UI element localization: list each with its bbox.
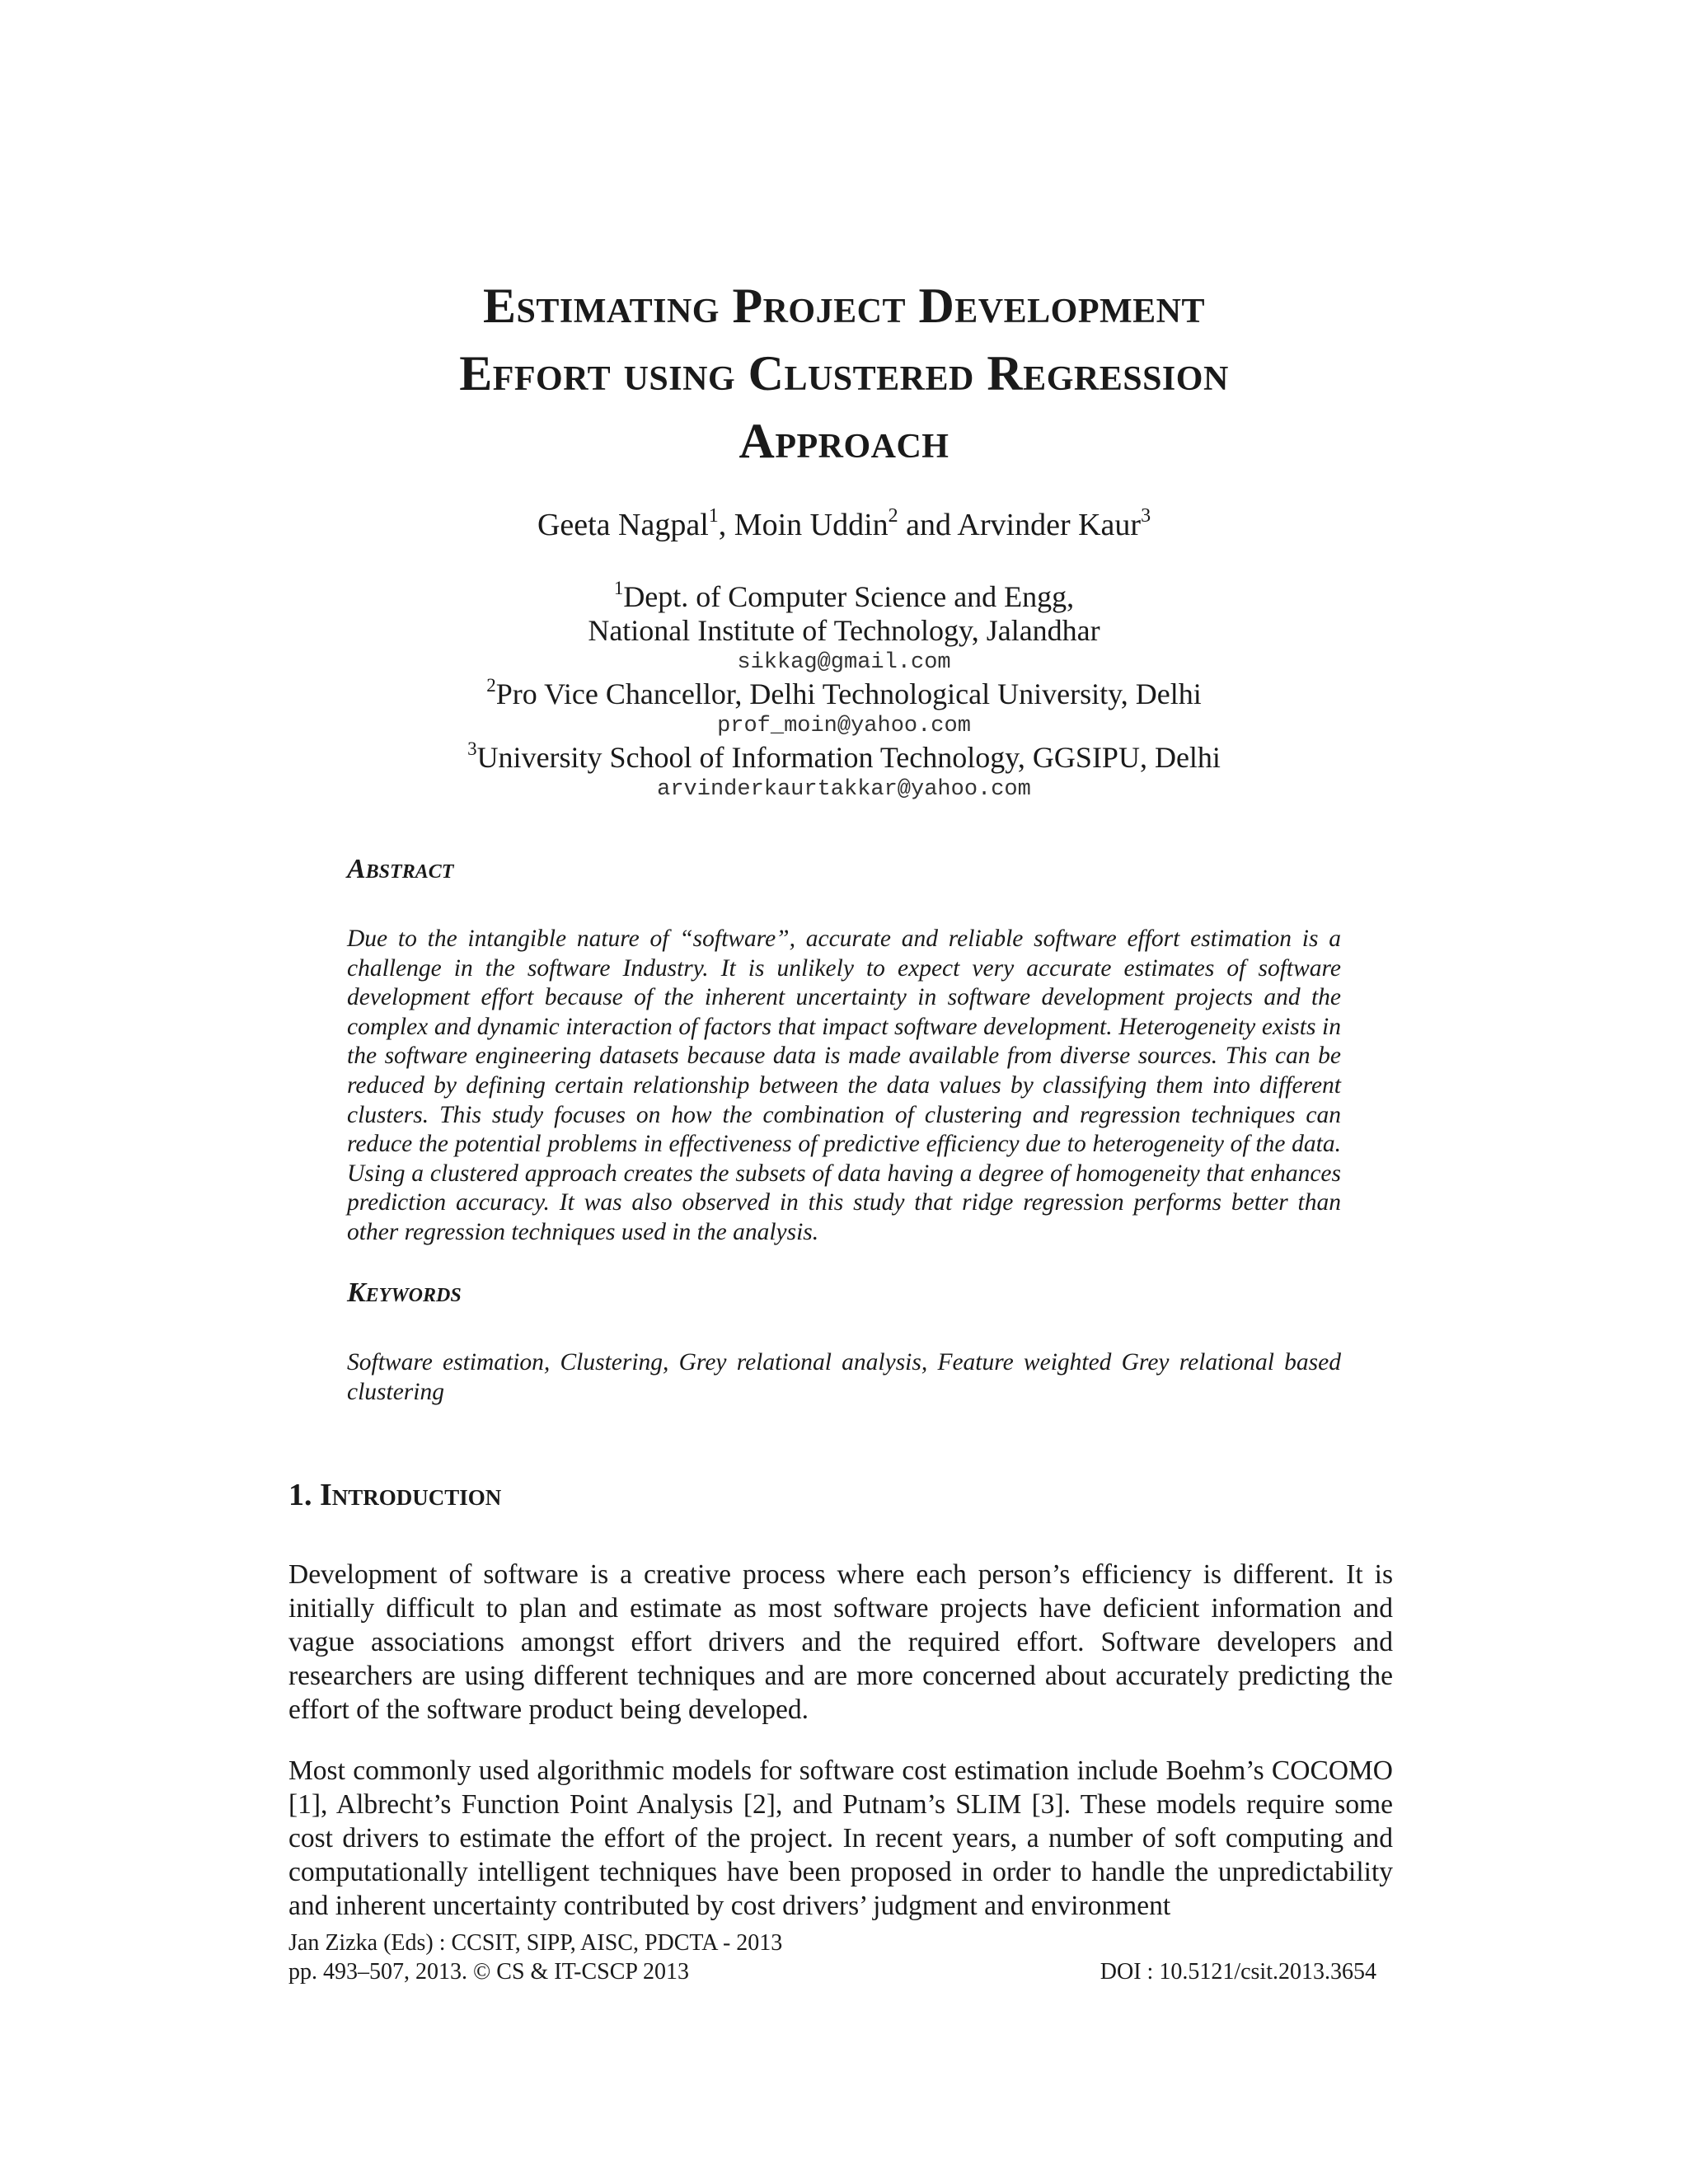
author-separator: and — [898, 508, 958, 542]
affiliation-text: Dept. of Computer Science and Engg, — [623, 580, 1075, 613]
section-heading-introduction: 1. Introduction — [288, 1478, 502, 1512]
page-footer — [288, 1929, 1393, 1986]
affiliation-1 — [247, 580, 1441, 614]
affiliation-1-line-2: National Institute of Technology, Jalandhar — [588, 614, 1100, 647]
affil-marker: 3 — [467, 738, 477, 759]
author-affil-marker: 2 — [888, 505, 898, 527]
abstract-heading: Abstract — [347, 854, 454, 884]
footer-pages-copyright: pp. 493–507, 2013. © CS & IT-CSCP 2013 — [288, 1959, 689, 1985]
footer-doi: DOI : 10.5121/csit.2013.3654 — [1100, 1959, 1376, 1985]
body-paragraph: Most commonly used algorithmic models for software cost estimation include Boehm’s COCOMO [1], Albrecht’s Function Point Analysis [2], and Putnam’s SLIM [3]. These models require some cost drivers to estimate the effort of the project. In recent years, a number of soft computing and computationally intelligent techniques have been proposed in order to handle the unpredictability and inherent uncertainty contributed by cost drivers’ judgment and environment — [288, 1755, 1393, 1921]
title-line-1: Estimating Project Development — [483, 279, 1205, 333]
keywords-text: Software estimation, Clustering, Grey relational analysis, Feature weighted Grey relational based clustering — [347, 1349, 1341, 1405]
affiliation-block — [247, 580, 1441, 804]
title-line-2: Effort using Clustered Regression — [459, 346, 1229, 401]
abstract-text: Due to the intangible nature of “software”, accurate and reliable software effort estimation is a challenge in the software Industry. It is unlikely to expect very accurate estimates of software development effort because of the inherent uncertainty in software development projects and the complex and dynamic interaction of factors that impact software development. Heterogeneity exists in the software engineering datasets because data is made available from diverse sources. This can be reduced by defining certain relationship between the data values by classifying them into different clusters. This study focuses on how the combination of clustering and regression techniques can reduce the potential problems in effectiveness of predictive efficiency due to heterogeneity of the data. Using a clustered approach creates the subsets of data having a degree of homogeneity that enhances prediction accuracy. It was also observed in this study that ridge regression performs better than other regression techniques used in the analysis. — [347, 926, 1341, 1245]
author-separator: , — [718, 508, 734, 542]
paper-title — [247, 272, 1441, 475]
author-name: Geeta Nagpal — [537, 508, 709, 542]
affiliation-text: University School of Information Technology, GGSIPU, Delhi — [476, 741, 1221, 774]
affil-marker: 1 — [613, 578, 624, 598]
affiliation-2 — [247, 677, 1441, 711]
affiliation-3 — [247, 738, 1441, 775]
footer-row — [288, 1957, 1393, 1986]
author-name: Moin Uddin — [734, 508, 889, 542]
footer-proceedings: Jan Zizka (Eds) : CCSIT, SIPP, AISC, PDCTA - 2013 — [288, 1930, 783, 1956]
title-line-3: Approach — [738, 414, 950, 468]
author-affil-marker: 1 — [708, 505, 719, 527]
body-paragraph: Development of software is a creative process where each person’s efficiency is different. It is initially difficult to plan and estimate as most software projects have deficient information and vague associations amongst effort drivers and the required effort. Software developers and researchers are using different techniques and are more concerned about accurately predicting the effort of the software product being developed. — [288, 1559, 1393, 1725]
author-affil-marker: 3 — [1141, 505, 1151, 527]
author-email: sikkag@gmail.com — [737, 650, 951, 675]
keywords-heading: Keywords — [347, 1277, 462, 1308]
author-email: arvinderkaurtakkar@yahoo.com — [657, 777, 1031, 802]
affil-marker: 2 — [486, 675, 496, 696]
author-list — [247, 504, 1441, 546]
affiliation-text: Pro Vice Chancellor, Delhi Technological University, Delhi — [495, 677, 1202, 710]
author-name: Arvinder Kaur — [957, 508, 1142, 542]
author-email: prof_moin@yahoo.com — [717, 714, 971, 738]
